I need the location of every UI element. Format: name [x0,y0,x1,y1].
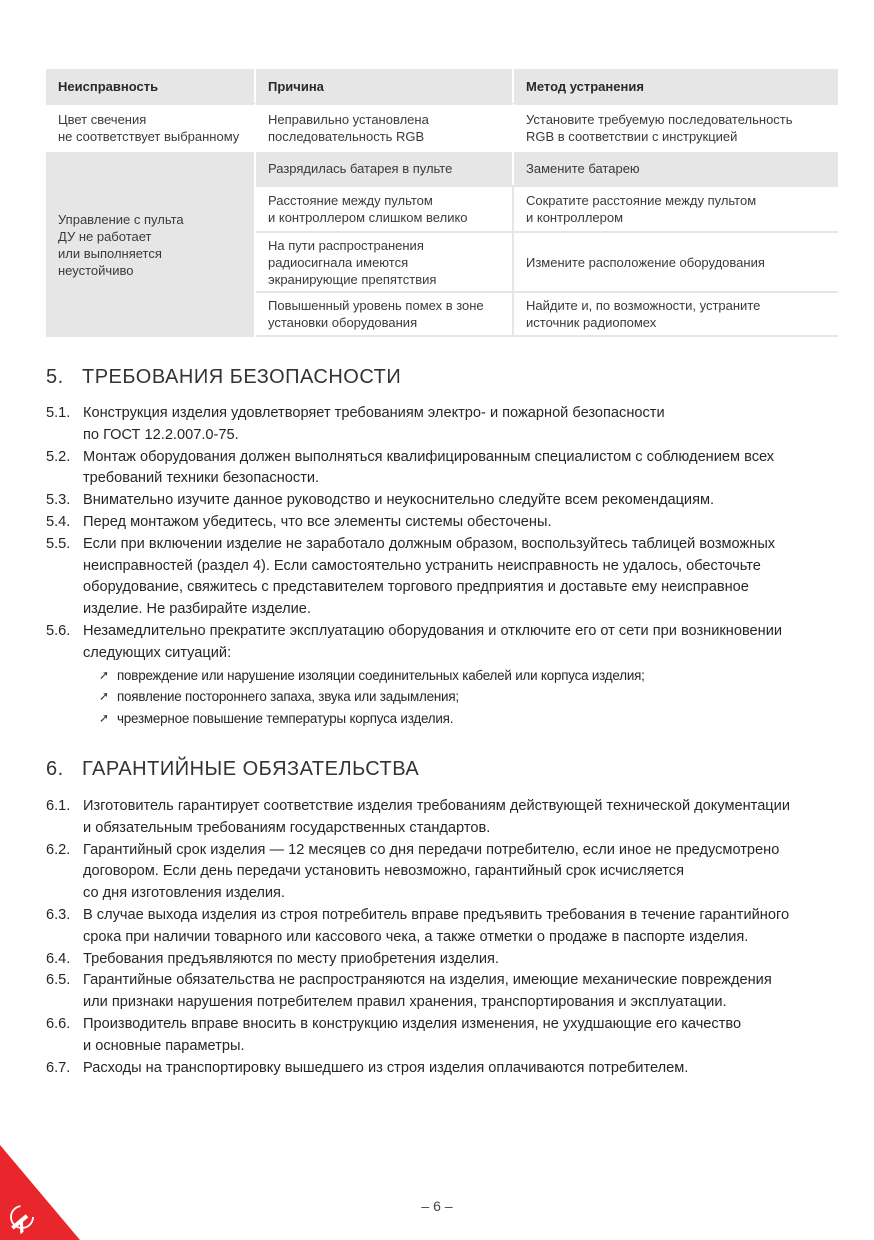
bullet-text: повреждение или нарушение изоляции соединительных кабелей или корпуса изделия; [117,667,645,683]
brand-logo-icon [0,1145,80,1240]
item-number: 6.6. [46,1015,71,1032]
item-line: Расходы на транспортировку вышедшего из строя изделия оплачиваются потребителем. [83,1059,689,1076]
section-title: ТРЕБОВАНИЯ БЕЗОПАСНОСТИ [82,366,402,388]
cause-line: Разрядилась батарея в пульте [268,161,453,176]
item-line: следующих ситуаций: [83,644,232,661]
section-number: 5. [46,366,64,388]
fault-line: не соответствует выбранному [58,128,240,144]
item-line: и основные параметры. [83,1037,245,1054]
list-item [46,621,846,730]
fix-line: Найдите и, по возможности, устраните [526,298,761,313]
item-line: Гарантийные обязательства не распространяются на изделия, имеющие механические повреждения [83,972,772,989]
item-line: В случае выхода изделия из строя потребитель вправе предъявить требования в течение гарантийного [83,906,790,923]
item-line: Гарантийный срок изделия — 12 месяцев со дня передачи потребителю, если иное не предусмотрено [83,841,780,858]
arrow-bullet-icon: ➚ [99,667,109,682]
cause-line: Расстояние между пультом [268,193,433,208]
item-line: Монтаж оборудования должен выполняться квалифицированным специалистом с соблюдением всех [83,448,775,465]
fix-line: источник радиопомех [526,315,657,330]
item-number: 5.3. [46,492,71,509]
troubleshooting-table [46,69,838,337]
list-item [46,905,846,949]
fix-cell [514,231,838,291]
page-number: – 6 – [421,1198,453,1214]
item-number: 5.2. [46,448,71,465]
header-cause: Причина [256,69,514,103]
corner-triangle [0,1145,80,1240]
fix-cell [514,291,838,337]
item-number: 5.6. [46,622,71,639]
item-line: Производитель вправе вносить в конструкцию изделия изменения, не ухудшающие его качество [83,1015,742,1032]
item-number: 5.1. [46,405,71,421]
fix-cell [514,103,838,150]
item-line: неисправностей (раздел 4). Если самостоятельно устранить неисправность не удалось, обесточьте [83,557,761,574]
fix-line: и контроллером [526,210,624,225]
fault-line: неустойчиво [58,262,134,278]
fix-line: RGB в соответствии с инструкцией [526,128,738,144]
item-line: оборудование, свяжитесь с представителем торгового предприятия и доставьте ему неисправное [83,579,749,596]
bullet-text: появление постороннего запаха, звука или задымления; [117,689,459,705]
item-line: требований техники безопасности. [83,470,320,487]
list-item [46,1058,846,1080]
fix-line: Установите требуемую последовательность [526,111,793,127]
fix-line: Замените батарею [526,161,640,176]
situations-list [83,665,846,730]
bullet-item [99,665,846,687]
item-line: Незамедлительно прекратите эксплуатацию оборудования и отключите его от сети при возникновении [83,622,783,639]
item-line: изделие. Не разбирайте изделие. [83,601,311,618]
section-5-heading [46,366,401,389]
item-number: 6.5. [46,972,71,989]
cause-cell [256,291,514,337]
item-number: 6.1. [46,798,71,814]
item-line: Требования предъявляются по месту приобретения изделия. [83,950,499,967]
fault-cell-remote [46,150,256,337]
item-line: срока при наличии товарного или кассового чека, а также отметки о продаже в паспорте изделия. [83,928,749,945]
item-number: 5.5. [46,535,71,552]
section-title: ГАРАНТИЙНЫЕ ОБЯЗАТЕЛЬСТВА [82,758,420,780]
arrow-bullet-icon: ➚ [99,711,109,726]
fix-cell [514,150,838,185]
item-line: и обязательным требованиям государственных стандартов. [83,819,491,836]
cause-line: последовательность RGB [268,128,425,144]
item-line: договором. Если день передачи установить невозможно, гарантийный срок исчисляется [83,863,684,880]
fix-line: Сократите расстояние между пультом [526,193,757,208]
fault-line: или выполняется [58,245,162,261]
fault-line: ДУ не работает [58,228,152,244]
item-line: Если при включении изделие не заработало должным образом, воспользуйтесь таблицей возможных [83,535,776,552]
fault-cell [46,103,256,150]
list-item [46,490,846,512]
table-header-row [46,69,838,103]
fault-line: Цвет свечения [58,111,147,127]
header-fault: Неисправность [46,69,256,103]
bullet-item [99,708,846,730]
cause-line: экранирующие препятствия [268,271,437,287]
section-6-list [46,796,846,1079]
fix-line: Измените расположение оборудования [526,254,765,270]
item-line: Перед монтажом убедитесь, что все элементы системы обесточены. [83,513,552,530]
bullet-item [99,686,846,708]
arrow-bullet-icon: ➚ [99,689,109,704]
cause-cell [256,185,514,231]
table-row [46,150,838,185]
item-line: со дня изготовления изделия. [83,885,285,902]
cause-line: На пути распространения [268,237,424,253]
list-item [46,949,846,971]
list-item [46,1014,846,1058]
header-fix: Метод устранения [514,69,838,103]
cause-cell [256,150,514,185]
section-5-list [46,403,846,730]
cause-line: радиосигнала имеются [268,254,409,270]
item-number: 6.3. [46,906,71,923]
item-number: 6.2. [46,841,71,858]
section-number: 6. [46,758,64,780]
cause-cell [256,231,514,291]
cause-line: Неправильно установлена [268,111,429,127]
section-6-heading [46,758,419,781]
item-number: 6.7. [46,1059,71,1076]
list-item [46,447,846,491]
list-item [46,796,846,840]
cause-line: установки оборудования [268,315,418,330]
cause-cell [256,103,514,150]
fault-line: Управление с пульта [58,211,184,227]
cause-line: и контроллером слишком велико [268,210,468,225]
list-item [46,840,846,905]
table-row [46,103,838,150]
list-item [46,403,846,447]
bullet-text: чрезмерное повышение температуры корпуса изделия. [117,711,454,727]
item-number: 5.4. [46,513,71,530]
fix-cell [514,185,838,231]
item-line: Изготовитель гарантирует соответствие изделия требованиям действующей технической документации [83,798,790,814]
list-item [46,970,846,1014]
list-item [46,534,846,621]
item-line: Конструкция изделия удовлетворяет требованиям электро- и пожарной безопасности [83,405,665,421]
cause-line: Повышенный уровень помех в зоне [268,298,484,313]
item-line: Внимательно изучите данное руководство и неукоснительно следуйте всем рекомендациям. [83,492,715,509]
list-item [46,512,846,534]
item-line: или признаки нарушения потребителем правил хранения, транспортирования и эксплуатации. [83,994,727,1011]
item-line: по ГОСТ 12.2.007.0-75. [83,426,239,443]
item-number: 6.4. [46,950,71,967]
